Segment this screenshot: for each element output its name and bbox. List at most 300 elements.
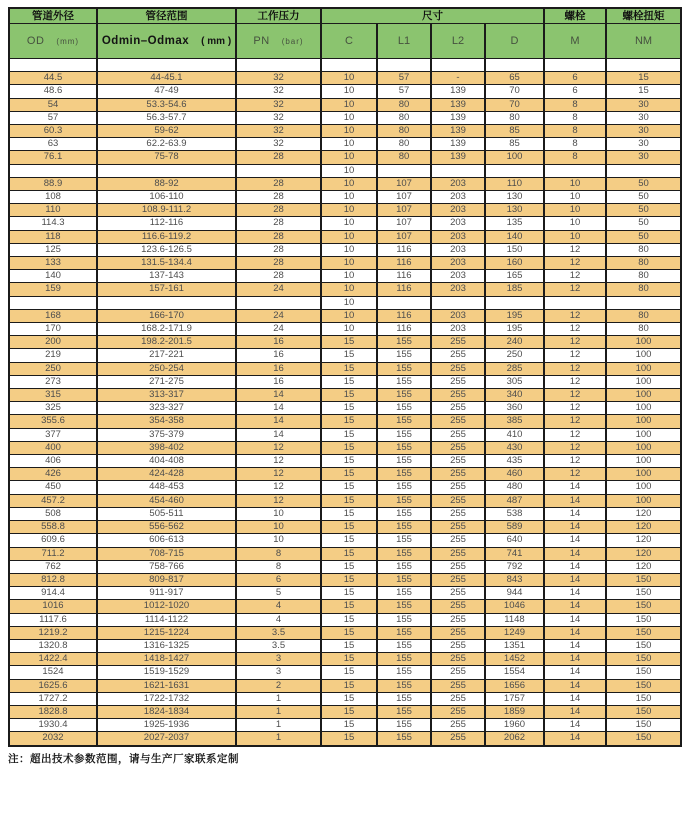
table-cell: 100 xyxy=(606,362,681,375)
table-cell: 155 xyxy=(377,507,431,520)
table-cell: 80 xyxy=(606,323,681,336)
table-cell: 88.9 xyxy=(9,177,97,190)
table-cell xyxy=(544,164,606,177)
table-cell: 15 xyxy=(321,692,377,705)
table-cell: 15 xyxy=(321,587,377,600)
table-cell: 255 xyxy=(431,415,485,428)
table-cell: 116 xyxy=(377,243,431,256)
col-group-bolt-torque: 螺栓扭矩 xyxy=(606,8,681,24)
table-cell: 62.2-63.9 xyxy=(97,138,236,151)
table-cell: 8 xyxy=(544,125,606,138)
table-cell: 255 xyxy=(431,732,485,746)
table-cell: 203 xyxy=(431,204,485,217)
table-cell: 1727.2 xyxy=(9,692,97,705)
table-cell: 116.6-119.2 xyxy=(97,230,236,243)
table-cell: 28 xyxy=(236,243,321,256)
table-cell: 125 xyxy=(9,243,97,256)
table-cell: 400 xyxy=(9,441,97,454)
table-cell: 325 xyxy=(9,402,97,415)
table-cell: 1 xyxy=(236,705,321,718)
table-cell: 1114-1122 xyxy=(97,613,236,626)
table-cell: 255 xyxy=(431,375,485,388)
table-cell: 315 xyxy=(9,389,97,402)
table-cell: 255 xyxy=(431,719,485,732)
col-header-m: M xyxy=(544,24,606,59)
table-cell: 10 xyxy=(321,309,377,322)
table-cell: 100 xyxy=(606,468,681,481)
col-header-d: D xyxy=(485,24,544,59)
table-cell: 2032 xyxy=(9,732,97,746)
table-cell: 762 xyxy=(9,560,97,573)
table-cell: 203 xyxy=(431,191,485,204)
table-cell: 15 xyxy=(321,349,377,362)
table-cell: 15 xyxy=(321,705,377,718)
table-cell xyxy=(9,164,97,177)
table-cell: 150 xyxy=(485,243,544,256)
table-cell: 120 xyxy=(606,521,681,534)
table-cell: 255 xyxy=(431,705,485,718)
table-row xyxy=(9,587,681,600)
table-cell: 130 xyxy=(485,191,544,204)
table-row xyxy=(9,402,681,415)
table-row xyxy=(9,666,681,679)
table-cell: 155 xyxy=(377,375,431,388)
table-cell: 255 xyxy=(431,468,485,481)
table-cell: 15 xyxy=(321,560,377,573)
table-cell: 28 xyxy=(236,230,321,243)
col-header-range xyxy=(97,24,236,59)
table-cell: 944 xyxy=(485,587,544,600)
table-cell: 139 xyxy=(431,125,485,138)
table-row xyxy=(9,362,681,375)
table-cell: 53.3-54.6 xyxy=(97,98,236,111)
table-cell: 24 xyxy=(236,323,321,336)
table-cell: 538 xyxy=(485,507,544,520)
table-cell: 2 xyxy=(236,679,321,692)
table-cell: 155 xyxy=(377,732,431,746)
table-body xyxy=(9,59,681,746)
table-cell: 1524 xyxy=(9,666,97,679)
table-cell: 80 xyxy=(377,151,431,164)
table-cell: 32 xyxy=(236,138,321,151)
table-cell: 10 xyxy=(321,270,377,283)
table-cell: 375-379 xyxy=(97,428,236,441)
table-row xyxy=(9,243,681,256)
table-cell: 426 xyxy=(9,468,97,481)
table-cell: 106-110 xyxy=(97,191,236,204)
table-row xyxy=(9,547,681,560)
table-cell: 255 xyxy=(431,666,485,679)
table-row xyxy=(9,560,681,573)
table-cell xyxy=(9,59,97,72)
table-cell: 116 xyxy=(377,309,431,322)
table-cell: 44.5 xyxy=(9,72,97,85)
table-cell: 10 xyxy=(321,72,377,85)
table-cell: 457.2 xyxy=(9,494,97,507)
table-cell: 120 xyxy=(606,534,681,547)
table-cell: 558.8 xyxy=(9,521,97,534)
table-cell: 100 xyxy=(606,402,681,415)
table-cell: 150 xyxy=(606,587,681,600)
table-cell: 203 xyxy=(431,230,485,243)
table-cell: 160 xyxy=(485,257,544,270)
table-cell: 14 xyxy=(544,481,606,494)
table-cell: 14 xyxy=(544,494,606,507)
table-cell: 168.2-171.9 xyxy=(97,323,236,336)
table-cell: 10 xyxy=(321,98,377,111)
table-cell: 150 xyxy=(606,573,681,586)
table-cell: 8 xyxy=(544,111,606,124)
table-cell: 255 xyxy=(431,441,485,454)
col-group-dimensions: 尺寸 xyxy=(321,8,544,24)
table-cell: 14 xyxy=(544,560,606,573)
table-cell: 711.2 xyxy=(9,547,97,560)
table-cell: 100 xyxy=(606,441,681,454)
table-cell: 155 xyxy=(377,692,431,705)
table-cell: 155 xyxy=(377,349,431,362)
table-cell: 100 xyxy=(606,336,681,349)
table-cell: 203 xyxy=(431,243,485,256)
separator-row xyxy=(9,164,681,177)
table-cell: 12 xyxy=(236,468,321,481)
table-cell: 30 xyxy=(606,125,681,138)
table-cell: 505-511 xyxy=(97,507,236,520)
table-cell: 14 xyxy=(544,719,606,732)
table-row xyxy=(9,692,681,705)
table-cell: 116 xyxy=(377,257,431,270)
table-row xyxy=(9,230,681,243)
table-row xyxy=(9,719,681,732)
table-row xyxy=(9,283,681,296)
table-cell: 255 xyxy=(431,560,485,573)
table-cell: 203 xyxy=(431,283,485,296)
table-cell: 114.3 xyxy=(9,217,97,230)
table-cell: 12 xyxy=(544,349,606,362)
table-cell: 255 xyxy=(431,402,485,415)
table-cell: 10 xyxy=(321,296,377,309)
table-cell: 30 xyxy=(606,111,681,124)
table-cell: 255 xyxy=(431,481,485,494)
col-group-working-pressure: 工作压力 xyxy=(236,8,321,24)
table-cell: 12 xyxy=(544,428,606,441)
table-cell: 15 xyxy=(321,455,377,468)
table-cell: 195 xyxy=(485,309,544,322)
table-cell: 360 xyxy=(485,402,544,415)
table-cell: 15 xyxy=(321,653,377,666)
table-cell: 1351 xyxy=(485,639,544,652)
table-cell: 76.1 xyxy=(9,151,97,164)
table-cell: 843 xyxy=(485,573,544,586)
table-cell: 15 xyxy=(321,534,377,547)
table-cell: 480 xyxy=(485,481,544,494)
table-cell: 100 xyxy=(606,428,681,441)
table-cell: 12 xyxy=(236,441,321,454)
table-cell: 606-613 xyxy=(97,534,236,547)
table-cell: 914.4 xyxy=(9,587,97,600)
table-cell: 10 xyxy=(321,257,377,270)
table-cell xyxy=(236,59,321,72)
table-cell: 50 xyxy=(606,177,681,190)
table-cell xyxy=(485,59,544,72)
table-cell: 63 xyxy=(9,138,97,151)
table-cell: 16 xyxy=(236,362,321,375)
table-cell: 150 xyxy=(606,626,681,639)
table-cell: 14 xyxy=(544,587,606,600)
table-cell: 15 xyxy=(321,521,377,534)
table-cell: 1960 xyxy=(485,719,544,732)
table-row xyxy=(9,653,681,666)
table-cell: 404-408 xyxy=(97,455,236,468)
table-cell: 10 xyxy=(321,230,377,243)
table-cell: 107 xyxy=(377,191,431,204)
table-cell: 203 xyxy=(431,177,485,190)
table-cell: 14 xyxy=(544,639,606,652)
table-cell xyxy=(97,164,236,177)
table-cell: 120 xyxy=(606,507,681,520)
table-cell: 75-78 xyxy=(97,151,236,164)
table-cell: 28 xyxy=(236,217,321,230)
table-cell: 80 xyxy=(485,111,544,124)
table-cell: 85 xyxy=(485,138,544,151)
pn-header-pair xyxy=(253,35,303,47)
table-cell: 3 xyxy=(236,653,321,666)
table-cell: 139 xyxy=(431,151,485,164)
table-cell: 198.2-201.5 xyxy=(97,336,236,349)
table-cell: 255 xyxy=(431,547,485,560)
table-cell: 4 xyxy=(236,600,321,613)
table-cell: 57 xyxy=(9,111,97,124)
table-cell: 80 xyxy=(377,111,431,124)
table-cell: 255 xyxy=(431,521,485,534)
range-header-pair xyxy=(102,35,231,47)
header-sub-row xyxy=(9,24,681,59)
table-cell: 3.5 xyxy=(236,626,321,639)
table-cell: 155 xyxy=(377,705,431,718)
table-cell: 14 xyxy=(544,600,606,613)
table-row xyxy=(9,613,681,626)
table-cell: 1625.6 xyxy=(9,679,97,692)
table-row xyxy=(9,481,681,494)
table-cell: 1757 xyxy=(485,692,544,705)
table-cell: 32 xyxy=(236,111,321,124)
table-row xyxy=(9,732,681,746)
table-cell: 1422.4 xyxy=(9,653,97,666)
table-row xyxy=(9,521,681,534)
table-cell: 285 xyxy=(485,362,544,375)
table-cell: 28 xyxy=(236,204,321,217)
table-cell: 85 xyxy=(485,125,544,138)
table-cell: 14 xyxy=(236,415,321,428)
table-row xyxy=(9,191,681,204)
table-cell: 430 xyxy=(485,441,544,454)
table-cell: 14 xyxy=(544,521,606,534)
table-cell: 32 xyxy=(236,85,321,98)
table-cell: 30 xyxy=(606,138,681,151)
table-row xyxy=(9,98,681,111)
table-cell: 640 xyxy=(485,534,544,547)
table-cell xyxy=(606,59,681,72)
table-cell: 24 xyxy=(236,309,321,322)
table-cell xyxy=(236,164,321,177)
table-cell xyxy=(321,59,377,72)
table-cell: 1621-1631 xyxy=(97,679,236,692)
table-cell: 15 xyxy=(321,336,377,349)
table-cell: 155 xyxy=(377,441,431,454)
table-cell: 398-402 xyxy=(97,441,236,454)
table-cell xyxy=(485,164,544,177)
table-cell: 10 xyxy=(321,151,377,164)
table-cell: 155 xyxy=(377,336,431,349)
table-cell: 15 xyxy=(606,85,681,98)
table-cell: 15 xyxy=(321,600,377,613)
table-cell: 170 xyxy=(9,323,97,336)
table-cell: 10 xyxy=(544,217,606,230)
table-cell xyxy=(377,59,431,72)
table-cell: 355.6 xyxy=(9,415,97,428)
table-cell: 12 xyxy=(544,389,606,402)
table-cell: 28 xyxy=(236,151,321,164)
table-cell: 8 xyxy=(544,98,606,111)
col-group-diameter-range: 管径范围 xyxy=(97,8,236,24)
table-cell xyxy=(97,59,236,72)
table-cell: 10 xyxy=(236,507,321,520)
table-cell: 708-715 xyxy=(97,547,236,560)
table-cell: 12 xyxy=(544,309,606,322)
table-cell: 1 xyxy=(236,719,321,732)
table-cell: 1148 xyxy=(485,613,544,626)
table-cell: 131.5-134.4 xyxy=(97,257,236,270)
empty-row xyxy=(9,59,681,72)
table-row xyxy=(9,534,681,547)
table-row xyxy=(9,705,681,718)
table-cell: 4 xyxy=(236,613,321,626)
table-cell: 255 xyxy=(431,534,485,547)
table-cell: 271-275 xyxy=(97,375,236,388)
table-cell: 1824-1834 xyxy=(97,705,236,718)
table-cell: 120 xyxy=(606,547,681,560)
table-cell xyxy=(431,59,485,72)
table-cell: 424-428 xyxy=(97,468,236,481)
table-row xyxy=(9,441,681,454)
table-cell: 255 xyxy=(431,600,485,613)
table-cell: 340 xyxy=(485,389,544,402)
table-cell: 8 xyxy=(236,547,321,560)
table-cell: 59-62 xyxy=(97,125,236,138)
table-cell: 1046 xyxy=(485,600,544,613)
table-row xyxy=(9,455,681,468)
table-cell: 10 xyxy=(321,243,377,256)
table-cell: 12 xyxy=(544,283,606,296)
table-cell: 12 xyxy=(544,468,606,481)
table-cell: 28 xyxy=(236,191,321,204)
table-cell: 150 xyxy=(606,613,681,626)
table-cell: 107 xyxy=(377,230,431,243)
table-cell: 255 xyxy=(431,455,485,468)
table-cell: 3.5 xyxy=(236,639,321,652)
table-cell: 15 xyxy=(321,494,377,507)
table-cell: 200 xyxy=(9,336,97,349)
table-cell: 110 xyxy=(9,204,97,217)
table-cell: 12 xyxy=(236,494,321,507)
table-cell: 10 xyxy=(321,177,377,190)
table-cell xyxy=(431,296,485,309)
table-cell: 107 xyxy=(377,217,431,230)
pipe-spec-table xyxy=(8,7,682,747)
table-cell: 100 xyxy=(606,375,681,388)
table-cell: 15 xyxy=(321,719,377,732)
table-cell: 3 xyxy=(236,666,321,679)
table-row xyxy=(9,428,681,441)
table-cell: 1012-1020 xyxy=(97,600,236,613)
table-cell xyxy=(9,296,97,309)
table-cell xyxy=(544,59,606,72)
table-cell: 139 xyxy=(431,138,485,151)
table-cell: 12 xyxy=(544,243,606,256)
table-cell: 255 xyxy=(431,494,485,507)
table-cell: 792 xyxy=(485,560,544,573)
range-label: Odmin–Odmax xyxy=(101,35,190,47)
table-cell: 15 xyxy=(321,468,377,481)
table-cell: 1418-1427 xyxy=(97,653,236,666)
table-cell: 6 xyxy=(544,85,606,98)
table-cell: 150 xyxy=(606,666,681,679)
table-cell: 57 xyxy=(377,72,431,85)
table-cell: 435 xyxy=(485,455,544,468)
table-cell: 155 xyxy=(377,547,431,560)
table-cell: 150 xyxy=(606,719,681,732)
table-cell: 100 xyxy=(606,389,681,402)
table-cell: 107 xyxy=(377,204,431,217)
table-cell: 118 xyxy=(9,230,97,243)
table-cell: 80 xyxy=(377,138,431,151)
col-header-nm: NM xyxy=(606,24,681,59)
table-cell: 12 xyxy=(544,402,606,415)
table-cell: 10 xyxy=(544,230,606,243)
table-cell: 255 xyxy=(431,336,485,349)
table-cell: 203 xyxy=(431,270,485,283)
table-cell: 1016 xyxy=(9,600,97,613)
table-cell: 10 xyxy=(321,138,377,151)
table-cell: 12 xyxy=(544,455,606,468)
table-row xyxy=(9,468,681,481)
table-cell: 12 xyxy=(544,415,606,428)
table-cell: 15 xyxy=(321,547,377,560)
table-cell: 273 xyxy=(9,375,97,388)
table-cell: 10 xyxy=(321,217,377,230)
table-row xyxy=(9,72,681,85)
table-cell: 88-92 xyxy=(97,177,236,190)
table-cell: 12 xyxy=(544,362,606,375)
table-cell: 255 xyxy=(431,587,485,600)
table-cell: 10 xyxy=(321,111,377,124)
table-cell: 15 xyxy=(321,428,377,441)
table-cell: 195 xyxy=(485,323,544,336)
table-cell: 155 xyxy=(377,626,431,639)
table-cell: 15 xyxy=(321,362,377,375)
table-cell: 305 xyxy=(485,375,544,388)
table-cell: 28 xyxy=(236,257,321,270)
table-cell: 12 xyxy=(544,257,606,270)
table-cell: 150 xyxy=(606,732,681,746)
table-cell: 14 xyxy=(544,666,606,679)
table-cell xyxy=(377,164,431,177)
table-cell: 556-562 xyxy=(97,521,236,534)
table-cell: 15 xyxy=(321,375,377,388)
table-cell: - xyxy=(431,72,485,85)
table-cell: 1316-1325 xyxy=(97,639,236,652)
table-cell: 150 xyxy=(606,679,681,692)
table-cell: 2027-2037 xyxy=(97,732,236,746)
